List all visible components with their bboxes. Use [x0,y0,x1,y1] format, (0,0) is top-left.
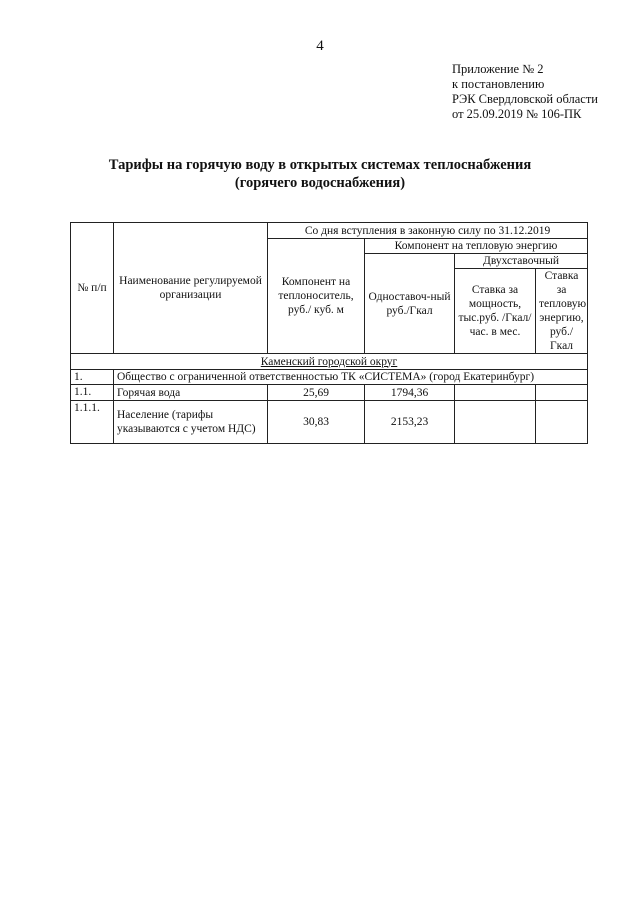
row-energy-rate [536,385,588,401]
appendix-line: РЭК Свердловской области [452,92,598,106]
region-row [71,354,588,370]
row-energy-rate [536,401,588,444]
appendix-line: Приложение № 2 [452,62,544,76]
row-heat-carrier: 30,83 [268,401,365,444]
row-capacity-rate [455,401,536,444]
title-line-1: Тарифы на горячую воду в открытых системах теплоснабжения [108,157,532,173]
header-capacity-rate: Ставка за мощность, тыс.руб. /Гкал/час. в мес. [455,269,536,354]
row-capacity-rate [455,385,536,401]
header-single-rate: Одноставоч-ный руб./Гкал [365,254,455,354]
title-line-2: (горячего водоснабжения) [234,175,406,191]
tariffs-table [70,222,588,444]
row-num: 1.1. [71,385,114,401]
table-row [71,401,588,444]
header-period: Со дня вступления в законную силу по 31.12.2019 [268,223,588,239]
header-org-name: Наименование регулируемой организации [114,223,268,354]
table-row [71,385,588,401]
organization-num: 1. [71,370,114,385]
region-name: Каменский городской округ [71,354,588,370]
page-number: 4 [316,38,324,54]
row-single-rate: 1794,36 [365,385,455,401]
header-row [71,223,588,239]
row-name: Население (тарифы указываются с учетом НДС) [114,401,268,444]
row-heat-carrier: 25,69 [268,385,365,401]
header-num: № п/п [71,223,114,354]
appendix-line: от 25.09.2019 № 106-ПК [452,107,582,121]
header-heat-energy: Компонент на тепловую энергию [365,239,588,254]
row-num: 1.1.1. [71,401,114,444]
organization-row [71,370,588,385]
appendix-line: к постановлению [452,77,545,91]
organization-name: Общество с ограниченной ответственностью ТК «СИСТЕМА» (город Екатеринбург) [114,370,588,385]
header-energy-rate: Ставка за тепловую энергию, руб./Гкал [536,269,588,354]
appendix-block [452,62,598,122]
header-heat-carrier: Компонент на теплоноситель, руб./ куб. м [268,239,365,354]
row-name: Горячая вода [114,385,268,401]
document-title [0,156,640,192]
row-single-rate: 2153,23 [365,401,455,444]
header-two-rate: Двухставочный [455,254,588,269]
